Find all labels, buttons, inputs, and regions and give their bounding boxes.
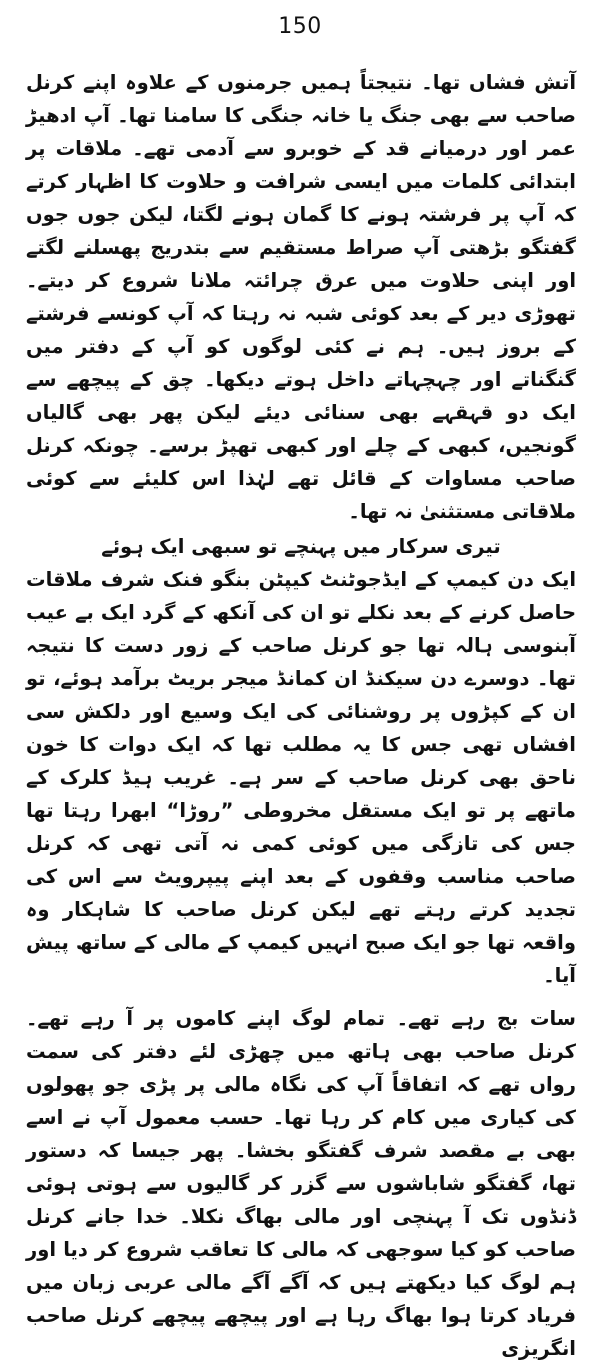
paragraph-3: سات بج رہے تھے۔ تمام لوگ اپنے کاموں پر آ رہے تھے۔ کرنل صاحب بھی ہاتھ میں چھڑی لئے دفتر کی سمت رواں تھے کہ اتفاقاً آپ کی نگاہ مالی پر پڑی جو پھولوں کی کیاری میں کام کر رہا تھا۔ حسب معمول آپ نے اسے بھی بے مقصد شرف گفتگو بخشا۔ پھر جیسا کہ دستور تھا، گفتگو شاباشوں سے گزر کر گالیوں سے ہوتی ہوئی ڈنڈوں تک آ پہنچی اور مالی بھاگ نکلا۔ خدا جانے کرنل صاحب کو کیا سوجھی کہ مالی کا تعاقب شروع کر دیا اور ہم لوگ کیا دیکھتے ہیں کہ آگے آگے مالی عربی زبان میں فریاد کرتا ہوا بھاگ رہا ہے اور پیچھے پیچھے کرنل صاحب انگریزی <box>26 1007 576 1360</box>
paragraph-2: ایک دن کیمپ کے ایڈجوٹنٹ کیپٹن بنگو فنک شرف ملاقات حاصل کرنے کے بعد نکلے تو ان کی آنکھ کے گرد ایک بے عیب آبنوسی ہالہ تھا جو کرنل صاحب کے زور دست کا نتیجہ تھا۔ دوسرے دن سیکنڈ ان کمانڈ میجر بریٹ برآمد ہوئے، تو ان کے کپڑوں پر روشنائی کی ایک وسیع اور دلکش سی افشاں تھی جس کا یہ مطلب تھا کہ ایک دوات کا خون ناحق بھی کرنل صاحب کے سر ہے۔ غریب ہیڈ کلرک کے ماتھے پر تو ایک مستقل مخروطی ”روڑا“ ابھرا رہتا تھا جس کی تازگی میں کوئی کمی نہ آتی تھی کہ کرنل صاحب مناسب وقفوں کے بعد اپنے پیپرویٹ سے اس کی تجدید کرتے رہتے تھے لیکن کرنل صاحب کا شاہکار وہ واقعہ تھا جو ایک صبح انہیں کیمپ کے مالی کے ساتھ پیش آیا۔ <box>26 568 576 987</box>
paragraph-1: آتش فشاں تھا۔ نتیجتاً ہمیں جرمنوں کے علاوہ اپنے کرنل صاحب سے بھی جنگ یا خانہ جنگی کا سامنا تھا۔ آپ ادھیڑ عمر اور درمیانے قد کے خوبرو سے آدمی تھے۔ ملاقات پر ابتدائی کلمات میں ایسی شرافت و حلاوت کا اظہار کرتے کہ آپ پر فرشتہ ہونے کا گمان ہونے لگتا، لیکن جوں جوں گفتگو بڑھتی آپ صراط مستقیم سے بتدریج پھسلنے لگتے اور اپنی حلاوت میں عرق چرائتہ ملانا شروع کر دیتے۔ تھوڑی دیر کے بعد کوئی شبہ نہ رہتا کہ آپ کونسے فرشتے کے بروز ہیں۔ ہم نے کئی لوگوں کو آپ کے دفتر میں گنگناتے اور چہچہاتے داخل ہوتے دیکھا۔ چق کے پیچھے سے ایک دو قہقہے بھی سنائی دیئے لیکن پھر بھی گالیاں گونجیں، کبھی کے چلے اور کبھی تھپڑ برسے۔ چونکہ کرنل صاحب مساوات کے قائل تھے لہٰذا اس کلیئے سے کوئی ملاقاتی مستثنیٰ نہ تھا۔ <box>26 71 576 523</box>
verse-line: تیری سرکار میں پہنچے تو سبھی ایک ہوئے <box>101 535 501 558</box>
page-body <box>26 66 576 1365</box>
page-number: 150 <box>278 14 322 39</box>
